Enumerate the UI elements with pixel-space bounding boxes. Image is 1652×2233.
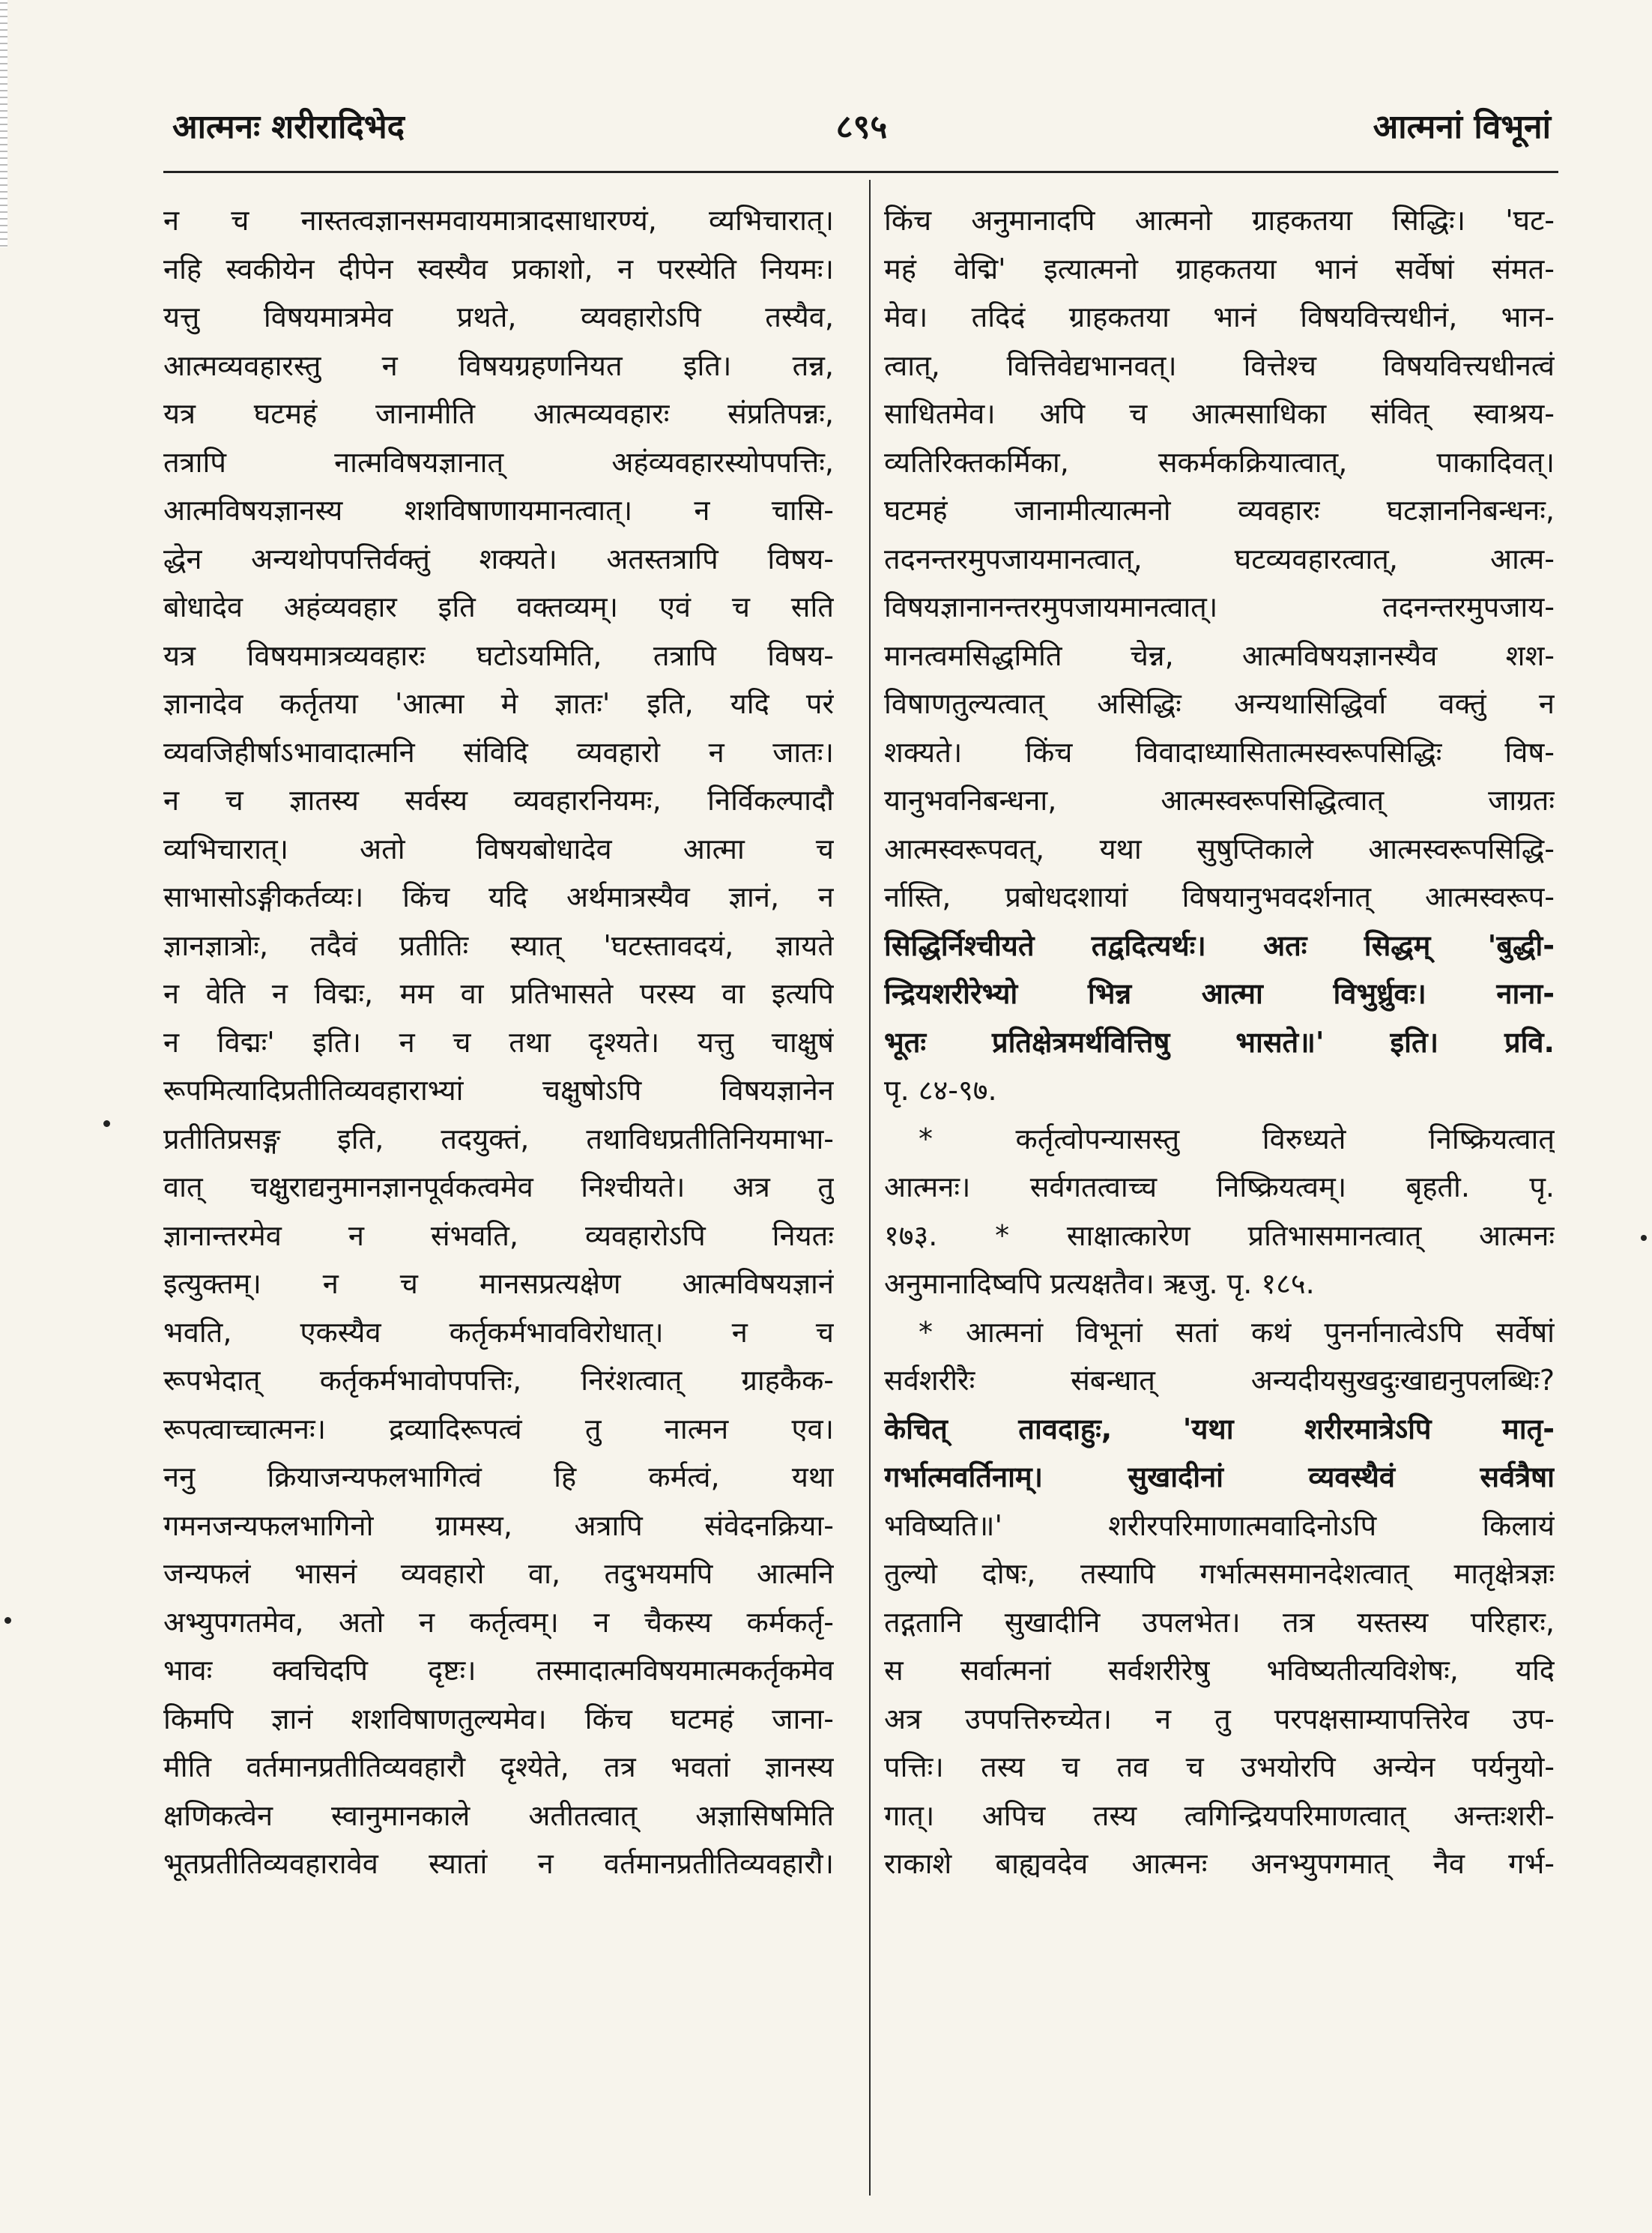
text-line: आत्मस्वरूपवत्, यथा सुषुप्तिकाले आत्मस्वरूपसिद्धि-	[884, 832, 1555, 865]
text-line: न वेति न विद्मः, मम वा प्रतिभासते परस्य वा इत्यपि	[163, 977, 834, 1010]
running-header	[172, 105, 1551, 150]
citation-line: पृ. ८४-९७.	[884, 1074, 997, 1107]
footnote-line: * कर्तृत्वोपन्यासस्तु विरुध्यते निष्क्रियत्वात्	[919, 1122, 1555, 1155]
text-line: प्रतीतिप्रसङ्ग इति, तदयुक्तं, तथाविधप्रतीतिनियमाभा-	[163, 1122, 834, 1155]
text-line: जन्यफलं भासनं व्यवहारो वा, तदुभयमपि आत्मनि	[163, 1557, 834, 1590]
quoted-verse-line: गर्भात्मवर्तिनाम्। सुखादीनां व्यवस्थैवं सर्वत्रैषा	[884, 1460, 1555, 1493]
text-line: न च ज्ञातस्य सर्वस्य व्यवहारनियमः, निर्विकल्पादौ	[163, 784, 834, 817]
text-line: शक्यते। किंच विवादाध्यासितात्मस्वरूपसिद्धिः विष-	[884, 735, 1555, 769]
text-line: रूपमित्यादिप्रतीतिव्यवहाराभ्यां चक्षुषोऽपि विषयज्ञानेन	[163, 1074, 834, 1107]
header-rule	[163, 171, 1558, 173]
text-line: भावः क्वचिदपि दृष्टः। तस्मादात्मविषयमात्मकर्तृकमेव	[163, 1654, 834, 1687]
text-line: तुल्यो दोषः, तस्यापि गर्भात्मसमानदेशत्वात् मातृक्षेत्रज्ञः	[884, 1557, 1555, 1590]
text-line: क्षणिकत्वेन स्वानुमानकाले अतीतत्वात् अज्ञासिषमिति	[163, 1798, 834, 1832]
text-line: भूतप्रतीतिव्यवहारावेव स्यातां न वर्तमानप्रतीतिव्यवहारौ।	[163, 1847, 834, 1880]
text-line: अत्र उपपत्तिरुच्येत। न तु परपक्षसाम्यापत्तिरेव उप-	[884, 1702, 1555, 1735]
text-line: साभासोऽङ्गीकर्तव्यः। किंच यदि अर्थमात्रस्यैव ज्ञानं, न	[163, 880, 834, 913]
text-line: भविष्यति॥' शरीरपरिमाणात्मवादिनोऽपि किलायं	[884, 1508, 1555, 1542]
text-line: व्यतिरिक्तकर्मिका, सकर्मकक्रियात्वात्, पाकादिवत्।	[884, 445, 1555, 479]
text-line: नहि स्वकीयेन दीपेन स्वस्यैव प्रकाशो, न परस्येति नियमः।	[163, 252, 834, 285]
header-right-title: आत्मनां विभूनां	[1373, 108, 1551, 146]
text-line: न विद्मः' इति। न च तथा दृश्यते। यत्तु चाक्षुषं	[163, 1025, 834, 1059]
header-left-title: आत्मनः शरीरादिभेद	[172, 108, 405, 146]
text-line: भवति, एकस्यैव कर्तृकर्मभावविरोधात्। न च	[163, 1315, 834, 1349]
text-line: रूपत्वाच्चात्मनः। द्रव्यादिरूपत्वं तु नात्मन एव।	[163, 1412, 834, 1445]
footnote-line: आत्मनः। सर्वगतत्वाच्च निष्क्रियत्वम्। बृहती. पृ.	[884, 1170, 1555, 1203]
left-column	[163, 196, 834, 1888]
text-line: यत्र घटमहं जानामीति आत्मव्यवहारः संप्रतिपन्नः,	[163, 397, 834, 430]
text-line: गात्। अपिच तस्य त्वगिन्द्रियपरिमाणत्वात् अन्तःशरी-	[884, 1798, 1555, 1832]
text-line: महं वेद्मि' इत्यात्मनो ग्राहकतया भानं सर्वेषां संमत-	[884, 252, 1555, 285]
text-line: मीति वर्तमानप्रतीतिव्यवहारौ दृश्येते, तत्र भवतां ज्ञानस्य	[163, 1750, 834, 1783]
text-line: त्वात्, वित्तिवेद्यभानवत्। वित्तेश्च विषयवित्त्यधीनत्वं	[884, 348, 1555, 382]
text-line: आत्मविषयज्ञानस्य शशविषाणायमानत्वात्। न चासि-	[163, 494, 834, 527]
text-line: विषाणतुल्यत्वात् असिद्धिः अन्यथासिद्धिर्वा वक्तुं न	[884, 687, 1555, 720]
text-line: व्यवजिहीर्षाऽभावादात्मनि संविदि व्यवहारो न जातः।	[163, 735, 834, 769]
right-column	[884, 196, 1555, 1888]
text-line: किमपि ज्ञानं शशविषाणतुल्यमेव। किंच घटमहं जाना-	[163, 1702, 834, 1735]
text-line: विषयज्ञानानन्तरमुपजायमानत्वात्। तदनन्तरमुपजाय-	[884, 590, 1555, 623]
footnote-line: अनुमानादिष्वपि प्रत्यक्षतैव। ऋजु. पृ. १८५.	[884, 1267, 1315, 1300]
text-line: स सर्वात्मनां सर्वशरीरेषु भविष्यतीत्यविशेषः, यदि	[884, 1654, 1555, 1687]
text-line: तत्रापि नात्मविषयज्ञानात् अहंव्यवहारस्योपपत्तिः,	[163, 445, 834, 479]
scan-dot	[103, 1120, 110, 1127]
scan-edge-artifact	[0, 0, 7, 247]
text-line: घटमहं जानामीत्यात्मनो व्यवहारः घटज्ञाननिबन्धनः,	[884, 494, 1555, 527]
text-line: अभ्युपगतमेव, अतो न कर्तृत्वम्। न चैकस्य कर्मकर्तृ-	[163, 1605, 834, 1639]
text-line: न च नास्तत्वज्ञानसमवायमात्रादसाधारण्यं, व्यभिचारात्।	[163, 204, 834, 237]
text-line: यत्तु विषयमात्रमेव प्रथते, व्यवहारोऽपि तस्यैव,	[163, 300, 834, 333]
quoted-verse-line: सिद्धिर्निश्चीयते तद्वदित्यर्थः। अतः सिद्धम् 'बुद्धी-	[884, 928, 1555, 962]
text-line: वात् चक्षुराद्यनुमानज्ञानपूर्वकत्वमेव निश्चीयते। अत्र तु	[163, 1170, 834, 1203]
column-divider	[869, 180, 871, 2196]
text-line: राकाशे बाह्यवदेव आत्मनः अनभ्युपगमात् नैव गर्भ-	[884, 1847, 1555, 1880]
text-line: रूपभेदात् कर्तृकर्मभावोपपत्तिः, निरंशत्वात् ग्राहकैक-	[163, 1364, 834, 1397]
text-line: यत्र विषयमात्रव्यवहारः घटोऽयमिति, तत्रापि विषय-	[163, 638, 834, 672]
text-line: इत्युक्तम्। न च मानसप्रत्यक्षेण आत्मविषयज्ञानं	[163, 1267, 834, 1300]
text-line: ज्ञानज्ञात्रोः, तदैवं प्रतीतिः स्यात् 'घटस्तावदयं, ज्ञायते	[163, 928, 834, 962]
text-line: आत्मव्यवहारस्तु न विषयग्रहणनियत इति। तन्न,	[163, 348, 834, 382]
text-line: ज्ञानादेव कर्तृतया 'आत्मा मे ज्ञातः' इति, यदि परं	[163, 687, 834, 720]
scan-dot	[1641, 1235, 1647, 1241]
text-line: मानत्वमसिद्धमिति चेन्न, आत्मविषयज्ञानस्यैव शश-	[884, 638, 1555, 672]
text-line: साधितमेव। अपि च आत्मसाधिका संवित् स्वाश्रय-	[884, 397, 1555, 430]
quoted-verse-line: केचित् तावदाहुः, 'यथा शरीरमात्रेऽपि मातृ-	[884, 1412, 1555, 1445]
text-line: ज्ञानान्तरमेव न संभवति, व्यवहारोऽपि नियतः	[163, 1218, 834, 1252]
text-line: किंच अनुमानादपि आत्मनो ग्राहकतया सिद्धिः। 'घट-	[884, 204, 1555, 237]
quoted-verse-line: न्द्रियशरीरेभ्यो भिन्न आत्मा विभुर्ध्रुवः। नाना-	[884, 977, 1555, 1010]
footnote-line: १७३. * साक्षात्कारेण प्रतिभासमानत्वात् आत्मनः	[884, 1218, 1555, 1252]
page-number: ८९५	[835, 108, 888, 146]
text-line: यानुभवनिबन्धना, आत्मस्वरूपसिद्धित्वात् जाग्रतः	[884, 784, 1555, 817]
text-line: द्धेन अन्यथोपपत्तिर्वक्तुं शक्यते। अतस्तत्रापि विषय-	[163, 542, 834, 575]
text-line: व्यभिचारात्। अतो विषयबोधादेव आत्मा च	[163, 832, 834, 865]
scan-dot	[4, 1617, 11, 1624]
text-line: ननु क्रियाजन्यफलभागित्वं हि कर्मत्वं, यथा	[163, 1460, 834, 1493]
footnote-line: * आत्मनां विभूनां सतां कथं पुनर्नानात्वेऽपि सर्वेषां	[919, 1315, 1555, 1349]
text-line: तद्गतानि सुखादीनि उपलभेत। तत्र यस्तस्य परिहारः,	[884, 1605, 1555, 1639]
text-line: र्नास्ति, प्रबोधदशायां विषयानुभवदर्शनात् आत्मस्वरूप-	[884, 880, 1555, 913]
footnote-line: सर्वशरीरैः संबन्धात् अन्यदीयसुखदुःखाद्यनुपलब्धिः?	[884, 1364, 1555, 1397]
text-line: पत्तिः। तस्य च तव च उभयोरपि अन्येन पर्यनुयो-	[884, 1750, 1555, 1783]
text-line: बोधादेव अहंव्यवहार इति वक्तव्यम्। एवं च सति	[163, 590, 834, 623]
text-line: तदनन्तरमुपजायमानत्वात्, घटव्यवहारत्वात्, आत्म-	[884, 542, 1555, 575]
text-line: मेव। तदिदं ग्राहकतया भानं विषयवित्त्यधीनं, भान-	[884, 300, 1555, 333]
quoted-verse-line: भूतः प्रतिक्षेत्रमर्थवित्तिषु भासते॥' इति। प्रवि.	[884, 1025, 1555, 1059]
text-line: गमनजन्यफलभागिनो ग्रामस्य, अत्रापि संवेदनक्रिया-	[163, 1508, 834, 1542]
